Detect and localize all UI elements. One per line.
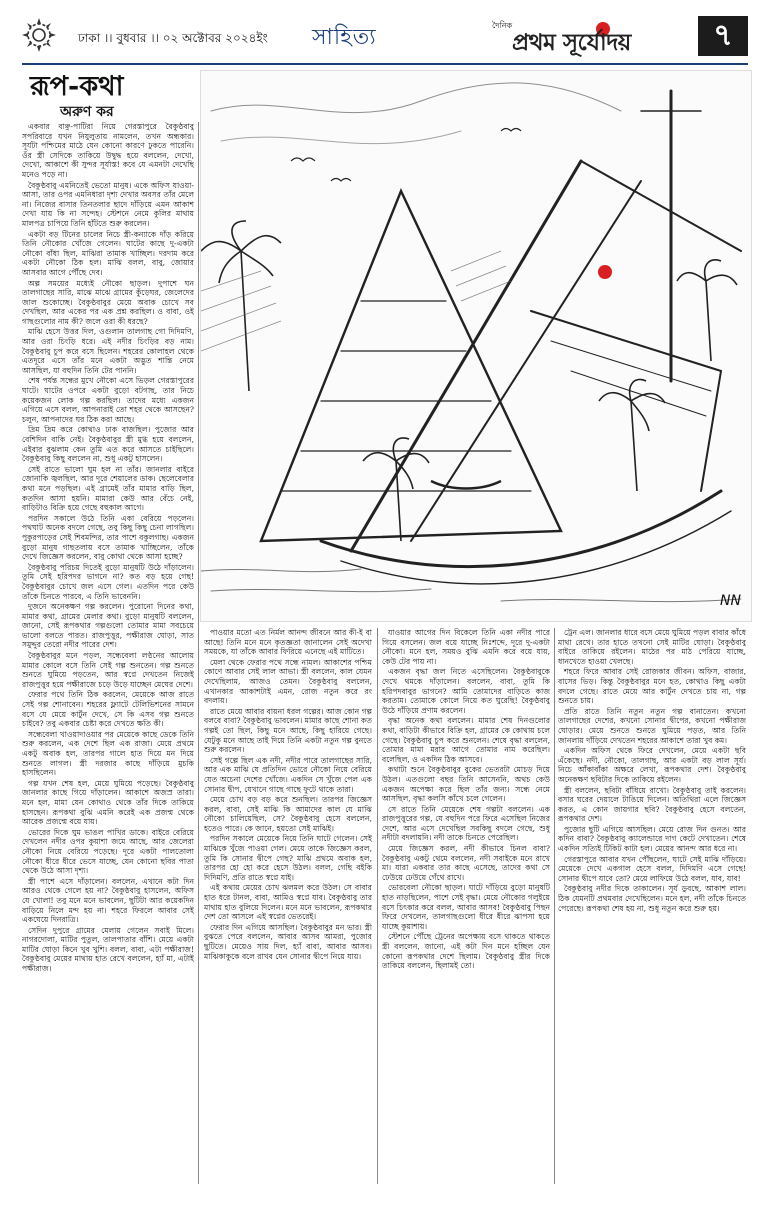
column-divider (554, 628, 555, 1184)
masthead-name: প্রথম সূর্যোদয় (512, 29, 631, 56)
masthead (488, 18, 698, 56)
section-title: সাহিত্য (312, 25, 377, 50)
story-paragraph: বৈকুণ্ঠবাবুর মনে পড়ল, সন্ধেবেলা লণ্ঠনের আলোয় মামার কোলে বসে তিনি সেই গল্প শুনতেন। গল্প শুনতে শুনতে ঘুমিয়ে পড়তেন, আর স্বপ্নে দেখতেন নিজেই রাজপুত্তুর হয়ে পক্ষীরাজে চড়ে উড়ে যাচ্ছেন মেঘের দেশে। (22, 651, 194, 689)
story-column-4 (558, 628, 746, 1184)
red-sun-icon (598, 265, 612, 279)
story-paragraph: স্টেশনে পৌঁছে ট্রেনের অপেক্ষায় বসে থাকতে থাকতে স্ত্রী বললেন, জানো, এই কটা দিন মনে হচ্ছিল যেন কোনো রূপকথার দেশে ছিলাম। বৈকুণ্ঠবাবু স্ত্রীর দিকে তাকিয়ে বললেন, ছিলামই তো। (382, 932, 550, 971)
story-paragraph: পরদিন সকালে মেয়েকে নিয়ে তিনি ঘাটে গেলেন। সেই মাঝিকে খুঁজে পাওয়া গেল। মেয়ে তাকে জিজ্ঞেস করল, তুমি কি সোনার দ্বীপে গেছ? মাঝি প্রথমে অবাক হল, তারপর হো হো করে হেসে উঠল। বলল, গেছি বইকি দিদিমণি, প্রতি রাতে স্বপ্নে যাই। (204, 834, 372, 882)
story-paragraph: মেয়ে জিজ্ঞেস করল, নদী কীভাবে চিনল বাবা? বৈকুণ্ঠবাবু একটু থেমে বললেন, নদী সবাইকে মনে রাখে মা। যারা একবার তার কাছে এসেছে, তাদের কথা সে ঢেউয়ে ঢেউয়ে গেঁথে রাখে। (382, 844, 550, 882)
story-author: অরুণ কর (60, 104, 114, 120)
story-paragraph: গেরস্তাপুরে আবার যখন পৌঁছলেন, ঘাটে সেই মাঝি দাঁড়িয়ে। মেয়েকে দেখে একগাল হেসে বলল, দিদিমণি এসে গেছে! সোনার দ্বীপে যাবে তো? মেয়ে লাফিয়ে উঠে বলল, যাব, যাব! (558, 854, 746, 883)
story-paragraph: পাওয়ার মতো এত নির্মল আনন্দ জীবনে আর কী-ই বা আছে! তিনি মনে মনে কৃতজ্ঞতা জানালেন সেই অদেখা সময়কে, যা তাঁকে আবার ফিরিয়ে এনেছে এই মাটিতে। (204, 628, 372, 657)
dateline: ঢাকা ।। বুধবার ।। ০২ অক্টোবর ২০২৪ইং (78, 31, 268, 45)
story-paragraph: দুজনে অনেকক্ষণ গল্প করলেন। পুরোনো দিনের কথা, মামার কথা, গ্রামের মেলার কথা। বুড়ো মানুষটি বললেন, জানো, সেই রূপকথার গল্পগুলো তোমার মামা সবচেয়ে ভালো বলতে পারত। রাজপুত্তুর, পক্ষীরাজ ঘোড়া, সাত সমুদ্দুর তেরো নদীর পারের দেশ। (22, 602, 194, 650)
story-paragraph: শহরে ফিরে আবার সেই রোজকার জীবন। অফিস, বাজার, বাসের ভিড়। কিন্তু বৈকুণ্ঠবাবুর মনে হত, কোথাও কিছু একটা বদলে গেছে। রাতে মেয়ে আর কার্টুন দেখতে চায় না, গল্প শুনতে চায়। (558, 667, 746, 706)
page-header (22, 16, 748, 60)
story-paragraph: সেদিন দুপুরে গ্রামের মেলায় গেলেন সবাই মিলে। নাগরদোলা, মাটির পুতুল, তালপাতার বাঁশি। মেয়ে একটা মাটির ঘোড়া কিনে খুব খুশি। বলল, বাবা, এটা পক্ষীরাজ! বৈকুণ্ঠবাবু মেয়ের মাথায় হাত রেখে বললেন, হ্যাঁ মা, এটাই পক্ষীরাজ। (22, 925, 194, 974)
column-divider (198, 122, 199, 1184)
story-paragraph: বৈকুণ্ঠবাবু নদীর দিকে তাকালেন। সূর্য ডুবছে, আকাশ লাল। ঠিক যেমনটি প্রথমবার দেখেছিলেন। মনে হল, নদী তাঁকে চিনতে পেরেছে। রূপকথা শেষ হয় না, শুধু নতুন করে শুরু হয়। (558, 884, 746, 913)
story-column-3 (382, 628, 550, 1184)
story-paragraph: অল্প সময়ের মধ্যেই নৌকো ছাড়ল। দুপাশে ঘন তালগাছের সারি, মাঝে মাঝে গ্রামের কুঁড়েঘর, জেলেদের জাল শুকোচ্ছে। বৈকুণ্ঠবাবুর মেয়ে অবাক চোখে সব দেখছিল, আর একের পর এক প্রশ্ন করছিল। ও বাবা, ওই গাছগুলোর নাম কী? জলে ওরা কী ধরছে? (22, 278, 194, 326)
story-paragraph: বৈকুণ্ঠবাবু পরিচয় দিতেই বুড়ো মানুষটি উঠে দাঁড়ালেন। তুমি সেই হরিপদর ভাগনে না? কত বড় হয়ে গেছ! বৈকুণ্ঠবাবুর চোখে জল এসে গেল। এতদিন পরে কেউ তাঁকে চিনতে পারবে, এ তিনি ভাবেননি। (22, 562, 194, 601)
story-paragraph: স্ত্রী পাশে এসে দাঁড়ালেন। বললেন, এখানে কটা দিন আরও থেকে গেলে হয় না? বৈকুণ্ঠবাবু হাসলেন, অফিস যে খোলা! তবু মনে মনে ভাবলেন, ছুটিটা আর কয়েকদিন বাড়িয়ে নিলে মন্দ হয় না। শহরে ফিরলে আবার সেই একঘেয়ে দিনরাত্রি। (22, 876, 194, 925)
story-paragraph: স্ত্রী বললেন, ছবিটা বাঁধিয়ে রাখো। বৈকুণ্ঠবাবু তাই করলেন। বসার ঘরের দেয়ালে টাঙিয়ে দিলেন। অতিথিরা এলে জিজ্ঞেস করত, এ কোন জায়গার ছবি? বৈকুণ্ঠবাবু হেসে বলতেন, রূপকথার দেশ। (558, 785, 746, 824)
story-paragraph: প্রতি রাতে তিনি নতুন নতুন গল্প বানাতেন। কখনো তালগাছের দেশের, কখনো সোনার দ্বীপের, কখনো পক্ষীরাজ ঘোড়ার। মেয়ে শুনতে শুনতে ঘুমিয়ে পড়ত, আর তিনি জানলায় দাঁড়িয়ে দেখতেন শহরের আকাশে তারা খুব কম। (558, 706, 746, 745)
story-paragraph: বৈকুণ্ঠবাবু এমনিতেই ভেতো মানুষ। একে অফিস যাওয়া-আসা, তার ওপর এমনিধারা দৃশ্য দেখার অবসর তাঁর মেলে না। নিজের বাসার তিনতলার ছাদে দাঁড়িয়ে এমন আকাশ দেখা যায় কি না সন্দেহ। স্টেশনে নেমে কুলির মাথায় মালপত্র চাপিয়ে তিনি হাঁটতে শুরু করলেন। (22, 180, 194, 228)
story-paragraph: পরদিন সকালে উঠে তিনি একা বেরিয়ে পড়লেন। পথঘাট অনেক বদলে গেছে, তবু কিছু কিছু চেনা লাগছিল। পুকুরপাড়ের সেই শিবমন্দির, তার পাশে বকুলগাছ। একজন বুড়ো মানুষ গাছতলায় বসে তামাক খাচ্ছিলেন, তাঁকে দেখে জিজ্ঞেস করলেন, বাবু কোথা থেকে আসা হচ্ছে? (22, 513, 194, 562)
story-paragraph: বৃদ্ধা অনেক কথা বললেন। মামার শেষ দিনগুলোর কথা, বাড়িটা কীভাবে বিক্রি হল, গ্রামের কে কোথায় চলে গেছে। বৈকুণ্ঠবাবু চুপ করে শুনলেন। শেষে বৃদ্ধা বললেন, তোমার মামা মরার আগে তোমার নাম করেছিল। বলেছিল, ও একদিন ঠিক আসবে। (382, 716, 550, 764)
story-paragraph: কথাটা শুনে বৈকুণ্ঠবাবুর বুকের ভেতরটা মোচড় দিয়ে উঠল। এতগুলো বছর তিনি আসেননি, অথচ কেউ একজন অপেক্ষা করে ছিল তাঁর জন্য। সন্ধে নেমে আসছিল, বৃদ্ধা কলসি কাঁখে চলে গেলেন। (382, 765, 550, 804)
story-paragraph: রাতে মেয়ে আবার বায়না ধরল গল্পের। আজ কোন গল্প বলবে বাবা? বৈকুণ্ঠবাবু ভাবলেন। মামার কাছে শোনা কত গল্পই তো ছিল, কিছু মনে আছে, কিছু হারিয়ে গেছে। যেটুকু মনে আছে তাই দিয়ে তিনি একটা নতুন গল্প বুনতে শুরু করলেন। (204, 706, 372, 755)
story-paragraph: ভোরের দিকে ঘুম ভাঙল পাখির ডাকে। বাইরে বেরিয়ে দেখলেন নদীর ওপর কুয়াশা জমে আছে, আর জেলেরা নৌকো নিয়ে বেরিয়ে পড়েছে। দূরে একটা পালতোলা নৌকো ধীরে ধীরে ভেসে যাচ্ছে, যেন কোনো ছবির পাতা থেকে উঠে আসা দৃশ্য। (22, 827, 194, 876)
sketch-boats-palm-trees-illustration (201, 71, 751, 621)
story-paragraph: দ্রিম দ্রিম করে কোথাও ঢাক বাজছিল। পুজোর আর বেশিদিন বাকি নেই। বৈকুণ্ঠবাবুর স্ত্রী মুগ্ধ হয়ে বললেন, এইবার বুঝলাম কেন তুমি এত করে আসতে চাইছিলে। বৈকুণ্ঠবাবু কিছু বললেন না, শুধু একটু হাসলেন। (22, 425, 194, 464)
story-paragraph: সন্ধেবেলা খাওয়াদাওয়ার পর মেয়েকে কাছে ডেকে তিনি শুরু করলেন, এক দেশে ছিল এক রাজা। মেয়ে প্রথমে একটু অবাক হল, তারপর গালে হাত দিয়ে মন দিয়ে শুনতে লাগল। স্ত্রী দরজার কাছে দাঁড়িয়ে মুচকি হাসছিলেন। (22, 729, 194, 778)
story-column-2 (204, 628, 372, 1184)
story-paragraph: সেই গল্পে ছিল এক নদী, নদীর পারে তালগাছের সারি, আর এক মাঝি যে প্রতিদিন ভোরে নৌকো নিয়ে বেরিয়ে যেত অচেনা দেশের খোঁজে। একদিন সে খুঁজে পেল এক সোনার দ্বীপ, যেখানে গাছে গাছে ফুটে থাকে তারা। (204, 755, 372, 794)
masthead-kicker: দৈনিক (492, 21, 513, 30)
story-paragraph: ফেরার পথে তিনি ঠিক করলেন, মেয়েকে আজ রাতে সেই গল্প শোনাবেন। শহরের ফ্ল্যাটে টেলিভিশনের সামনে বসে যে মেয়ে কার্টুন দেখে, সে কি এসব গল্প শুনতে চাইবে? তবু একবার চেষ্টা করে দেখতে ক্ষতি কী। (22, 690, 194, 729)
ornamental-mandala-icon (22, 18, 56, 52)
story-paragraph: মেয়ে চোখ বড় বড় করে শুনছিল। তারপর জিজ্ঞেস করল, বাবা, সেই মাঝি কি আমাদের কাল যে মাঝি নৌকো চালিয়েছিল, সে? বৈকুণ্ঠবাবু হেসে বললেন, হতেও পারে। কে জানে, হয়তো সেই মাঝিই। (204, 795, 372, 833)
header-divider (22, 63, 748, 65)
story-paragraph: সে রাতে তিনি মেয়েকে শেষ গল্পটা বললেন। এক রাজপুত্তুরের গল্প, যে বহুদিন পরে ফিরে এসেছিল নিজের দেশে, আর এসে দেখেছিল সবকিছু বদলে গেছে, শুধু নদীটা বদলায়নি। নদী তাকে চিনতে পেরেছিল। (382, 804, 550, 843)
story-title: রূপ-কথা (30, 71, 124, 102)
illustration-signature: NN (720, 593, 741, 609)
story-paragraph: মেলা থেকে ফেরার পথে সন্ধে নামল। আকাশের পশ্চিম কোণে আবার সেই লাল আভা। স্ত্রী বললেন, কাল যেমন দেখেছিলাম, আজও তেমন। বৈকুণ্ঠবাবু বললেন, এখানকার আকাশটাই এমন, রোজ নতুন করে রং বদলায়। (204, 657, 372, 706)
story-paragraph: ফেরার দিন এগিয়ে আসছিল। বৈকুণ্ঠবাবুর মন ভার। স্ত্রী বুঝতে পেরে বললেন, আবার আসব আমরা, পুজোর ছুটিতে। মেয়েও সায় দিল, হ্যাঁ বাবা, আবার আসব। মাঝিকাকুকে বলে রাখব যেন সোনার দ্বীপে নিয়ে যায়। (204, 922, 372, 961)
column-divider (377, 628, 378, 1184)
page-number: ৭ (698, 16, 748, 56)
story-paragraph: এই কথায় মেয়ের চোখ ঝলমল করে উঠল। সে বাবার হাত ধরে টানল, বাবা, আমিও স্বপ্নে যাব। বৈকুণ্ঠবাবু তার মাথায় হাত বুলিয়ে দিলেন। মনে মনে ভাবলেন, রূপকথার দেশ তো আসলে এই স্বপ্নের ভেতরেই। (204, 883, 372, 922)
story-paragraph: সেই রাতে ভালো ঘুম হল না তাঁর। জানলার বাইরে জোনাকি জ্বলছিল, আর দূরে শেয়ালের ডাক। ছেলেবেলার কথা মনে পড়ছিল। এই গ্রামেই তাঁর মামার বাড়ি ছিল, কতদিন আসা হয়নি। মামারা কেউ আর বেঁচে নেই, বাড়িটাও বিক্রি হয়ে গেছে বহুকাল আগে। (22, 464, 194, 513)
story-paragraph: শেষ পর্যন্ত সন্ধের মুখে নৌকো এসে ভিড়ল গেরস্তাপুরের ঘাটে। ঘাটের ওপরে একটা বুড়ো বটগাছ, তার নিচে কয়েকজন লোক গল্প করছিল। তাদের মধ্যে একজন এগিয়ে এসে বলল, আপনারাই তো শহর থেকে আসছেন? চলুন, আপনাদের ঘর ঠিক করা আছে। (22, 376, 194, 424)
story-paragraph: একজন বৃদ্ধা জল নিতে এসেছিলেন। বৈকুণ্ঠবাবুকে দেখে থমকে দাঁড়ালেন। বললেন, বাবা, তুমি কি হরিপদবাবুর ভাগনে? আমি তোমাদের বাড়িতে কাজ করতাম। তোমাকে কোলে নিয়ে কত ঘুরেছি! বৈকুণ্ঠবাবু উঠে দাঁড়িয়ে প্রণাম করলেন। (382, 667, 550, 715)
story-paragraph: যাওয়ার আগের দিন বিকেলে তিনি একা নদীর পারে গিয়ে বসলেন। জল বয়ে যাচ্ছে নিঃশব্দে, দূরে দু-একটা নৌকো। মনে হল, সময়ও বুঝি এমনি করে বয়ে যায়, কেউ টের পায় না। (382, 628, 550, 666)
story-illustration (200, 70, 752, 622)
story-paragraph: ভোরবেলা নৌকো ছাড়ল। ঘাটে দাঁড়িয়ে বুড়ো মানুষটি হাত নাড়ছিলেন, পাশে সেই বৃদ্ধা। মেয়ে নৌকোর গলুইয়ে বসে চিৎকার করে বলল, আবার আসব! বৈকুণ্ঠবাবু পিছন ফিরে দেখলেন, তালগাছগুলো ধীরে ধীরে ঝাপসা হয়ে যাচ্ছে কুয়াশায়। (382, 883, 550, 931)
story-paragraph: গল্প যখন শেষ হল, মেয়ে ঘুমিয়ে পড়েছে। বৈকুণ্ঠবাবু জানলার কাছে গিয়ে দাঁড়ালেন। আকাশে অজস্র তারা। মনে হল, মামা যেন কোথাও থেকে তাঁর দিকে তাকিয়ে হাসছেন। রূপকথা বুঝি এমনি করেই এক প্রজন্ম থেকে আরেক প্রজন্মে বয়ে যায়। (22, 778, 194, 827)
story-paragraph: একটা বড় টিনের চালের নিচে স্ত্রী-কন্যাকে দাঁড় করিয়ে তিনি নৌকোর খোঁজে গেলেন। ঘাটের কাছে দু-একটা নৌকো বাঁধা ছিল, মাঝিরা তামাক খাচ্ছিল। দরদাম করে একটা নৌকো ঠিক হল। মাঝি বলল, বাবু, জোয়ার আসবার আগে পৌঁছে দেব। (22, 229, 194, 277)
story-paragraph: মাঝি হেসে উত্তর দিল, ওগুলান তালগাছ গো দিদিমণি, আর ওরা চিংড়ি ধরে। এই নদীর চিংড়ির বড় নাম। বৈকুণ্ঠবাবু চুপ করে বসে ছিলেন। শহরের কোলাহল থেকে এতদূরে এসে তাঁর মনে একটা অদ্ভুত শান্তি নেমে আসছিল, যা বহুদিন তিনি টের পাননি। (22, 327, 194, 375)
story-paragraph: একদিন অফিস থেকে ফিরে দেখলেন, মেয়ে একটা ছবি এঁকেছে। নদী, নৌকো, তালগাছ, আর একটা বড় লাল সূর্য। নিচে আঁকাবাঁকা অক্ষরে লেখা, রূপকথার দেশ। বৈকুণ্ঠবাবু অনেকক্ষণ ছবিটার দিকে তাকিয়ে রইলেন। (558, 746, 746, 784)
story-paragraph: ট্রেন এল। জানলার ধারে বসে মেয়ে ঘুমিয়ে পড়ল বাবার কাঁধে মাথা রেখে। তার হাতে তখনো সেই মাটির ঘোড়া। বৈকুণ্ঠবাবু বাইরে তাকিয়ে রইলেন। মাঠের পর মাঠ পেরিয়ে যাচ্ছে, ধানখেতে হাওয়া খেলছে। (558, 628, 746, 666)
story-paragraph: পুজোর ছুটি এগিয়ে আসছিল। মেয়ে রোজ দিন গুনত। আর কদিন বাবা? বৈকুণ্ঠবাবু ক্যালেন্ডারে দাগ কেটে দেখাতেন। শেষে একদিন সত্যিই টিকিট কাটা হল। মেয়ের আনন্দ আর ধরে না। (558, 824, 746, 854)
story-paragraph: একবার বাঞ্ছ-পাটিরা নিয়ে গেরস্তাপুরে বৈকুণ্ঠবাবু সপরিবারে যখন নিযুলুতায় নামলেন, তখন অন্ধকার। সূর্যটা পশ্চিমের মাঠে যেন কোনো কারণে ঢুকতে পারেনি। ওঁর স্ত্রী সেদিকে তাকিয়ে উদ্বুদ্ধ হয়ে বললেন, দেখো, দেখো, আকাশে কী সুন্দর সূর্যাস্ত! কবে যে এমনটা দেখেছি মনেও পড়ে না। (22, 122, 194, 179)
story-column-1 (22, 122, 194, 1184)
